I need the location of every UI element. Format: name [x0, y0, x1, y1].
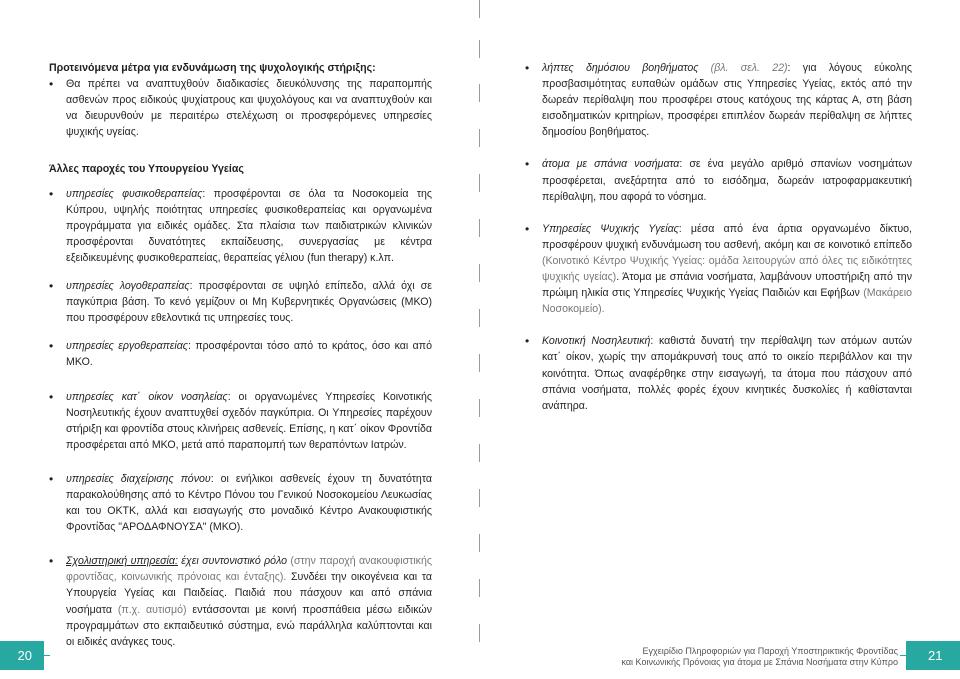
gutter-rule	[479, 534, 480, 552]
left-column	[49, 60, 432, 650]
bullet-note: (Μακάρειο Νοσοκομείο).	[542, 287, 912, 316]
list-item	[49, 278, 432, 326]
bullet-text: : οι οργανωμένες Υπηρεσίες Κοινοτικής Νοσηλευτικής έχουν αναπτυχθεί σχεδόν παγκύπρια. Οι Υπηρεσίες παρέχουν στήριξη και φροντίδα στους κλινήρεις ασθενείς. Επίσης, η κατ΄ οίκον Φροντίδα προσφέρεται από ΜΚΟ, μετά από παραπομπή των θεραπόντων Ιατρών.	[66, 390, 432, 451]
bullet-text: . Άτομα με σπάνια νοσήματα, λαμβάνουν υποστήριξη από την πρώιμη ηλικία στις Υπηρεσίες Ψυχικής Υγείας Παιδιών και Εφήβων	[542, 271, 912, 300]
bullet-text: : μέσα από ένα άρτια οργανωμένο δίκτυο, προσφέρουν ψυχική ενδυνάμωση του ασθενή, ακόμη και σε κοινοτικό επίπεδο	[542, 222, 912, 251]
gutter-rule	[479, 219, 480, 237]
bullet-text: : οι ενήλικοι ασθενείς έχουν τη δυνατότητα παρακολούθησης από το Κέντρο Πόνου του Γενικού Νοσοκομείου Λευκωσίας και του ΟΚΤΚ, αλλά και εισαγωγής στο μοναδικό Κέντρο Ανακουφιστικής Φροντίδας "ΑΡΟΔΑΦΝΟΥΣΑ" (ΜΚΟ).	[66, 472, 432, 534]
gutter-rule	[479, 354, 480, 372]
bullet-term: Σχολιστηρική υπηρεσία:	[66, 555, 178, 568]
bullet-text: έχει συντονιστικό ρόλο	[177, 555, 288, 568]
bullet-term: υπηρεσίες διαχείρισης πόνου	[66, 472, 211, 485]
list-item	[525, 60, 912, 140]
gutter-rule	[479, 129, 480, 147]
section-heading: Προτεινόμενα μέτρα για ενδυνάμωση της ψυχολογικής στήριξης:	[49, 62, 376, 74]
gutter-rule	[479, 174, 480, 192]
gutter-rule	[479, 84, 480, 102]
list-item	[49, 186, 432, 266]
list-item	[49, 338, 432, 370]
bullet-term: Υπηρεσίες Ψυχικής Υγείας	[542, 222, 679, 235]
page-number-left: 20	[0, 641, 44, 670]
bullet-text: Θα πρέπει να αναπτυχθούν διαδικασίες διευκόλυνσης της παραπομπής ασθενών προς ειδικούς ψυχίατρους και ψυχολόγους και να αναπτυχθούν και να διευρυνθούν με περαιτέρω στελέχωση οι προσφερόμενες υπηρεσίες ψυχικής υγείας.	[66, 78, 432, 139]
footer-title	[621, 646, 898, 668]
bullet-term: υπηρεσίες κατ΄ οίκον νοσηλείας	[66, 390, 228, 403]
gutter-rule	[479, 40, 480, 58]
footer-rule-left	[44, 655, 50, 656]
gutter-rule	[479, 444, 480, 462]
bullet-note: (π.χ. αυτισμό)	[117, 603, 187, 616]
bullet-list	[525, 60, 912, 414]
bullet-text: : σε ένα μεγάλο αριθμό σπανίων νοσημάτων προσφέρεται, ανεξάρτητα από το εισόδημα, δωρεάν ιατροφαρμακευτική περίθαλψη, που αφορά το νόσημα.	[542, 158, 913, 203]
footer-title-line: και Κοινωνικής Πρόνοιας για άτομα με Σπάνια Νοσήματα στην Κύπρο	[621, 657, 898, 667]
page-number-right: 21	[906, 641, 960, 670]
bullet-term: υπηρεσίες φυσικοθεραπείας	[66, 187, 203, 200]
bullet-text: : προσφέρονται τόσο από το κράτος, όσο και από ΜΚΟ.	[66, 340, 432, 369]
bullet-text: εντάσσονται με κοινή προσπάθεια μέσω ειδικών προγραμμάτων στο εκπαιδευτικό σύστημα, ενώ παράλληλα καλύπτονται και οι ειδικές ανάγκες τους.	[66, 603, 433, 648]
bullet-text: Συνδέει την οικογένεια και τα Υπουργεία Υγείας και Παιδείας. Παιδιά που πάσχουν και από σπάνια νοσήματα	[66, 571, 432, 616]
bullet-term: λήπτες δημόσιου βοηθήματος	[542, 62, 699, 74]
bullet-text: : προσφέρονται σε υψηλό επίπεδο, αλλά όχι σε παγκύπρια βάση. Το κενό γεμίζουν οι Μη Κυβερνητικές Οργανώσεις (ΜΚΟ) που προσφέρουν εθελοντικά τις υπηρεσίες τους.	[66, 280, 432, 325]
bullet-term: υπηρεσίες εργοθεραπείας	[66, 340, 188, 353]
gutter-rule	[479, 0, 480, 18]
list-item	[525, 333, 912, 413]
gutter-rule	[479, 309, 480, 327]
footer-title-line: Εγχειρίδιο Πληροφοριών για Παροχή Υποστηρικτικής Φροντίδας	[642, 646, 898, 656]
bullet-term: Κοινοτική Νοσηλευτική	[542, 335, 651, 348]
bullet-text: : για λόγους εύκολης προσβασιμότητας ευπαθών ομάδων στις Υπηρεσίες Υγείας, εκτός από την δωρεάν περίθαλψη που προσφέρει στους κατόχους της κάρτας Α, στη βάση εισοδηματικών κριτηρίων, προσφέρει επιπλέον δωρεάν περίθαλψη σε λήπτες δημοσίου βοηθήματος.	[542, 62, 912, 139]
gutter-rule	[479, 489, 480, 507]
bullet-list	[49, 186, 432, 650]
gutter-rule	[479, 264, 480, 282]
bullet-list	[49, 76, 432, 140]
gutter-rule	[479, 624, 480, 642]
bullet-note: (Κοινοτικό Κέντρο Ψυχικής Υγείας: ομάδα λειτουργών από όλες τις ειδικότητες ψυχικής υγείας)	[542, 254, 912, 284]
list-item	[49, 553, 432, 650]
list-item	[49, 471, 432, 535]
bullet-note: (στην παροχή ανακουφιστικής φροντίδας, κοινωνικής πρόνοιας και ένταξης).	[66, 555, 432, 584]
list-item	[525, 156, 912, 204]
bullet-reference: (βλ. σελ. 22)	[698, 62, 788, 74]
bullet-text: : προσφέρονται σε όλα τα Νοσοκομεία της Κύπρου, υψηλής ποιότητας υπηρεσίες φυσικοθεραπείας και οργανωμένα προγράμματα για ειδικές ομάδες. Στα πλαίσια των παιδιατρικών κλινικών προσφέρονται δυνατότητες εκπαίδευσης, συνεργασίας με κέντρα εξειδικευμένης φυσικοθεραπείας, θεραπείας γέλιου (fun therapy) κ.λπ.	[66, 187, 432, 264]
right-column	[525, 60, 912, 414]
gutter-rule	[479, 399, 480, 417]
bullet-term: υπηρεσίες λογοθεραπείας	[66, 280, 190, 293]
gutter-rule	[479, 579, 480, 597]
list-item	[525, 221, 912, 318]
list-item	[49, 389, 432, 453]
bullet-text: : καθιστά δυνατή την περίθαλψη των ατόμων αυτών κατ΄ οίκον, χωρίς την απομάκρυνσή τους από το οικείο περιβάλλον και την κοινότητα. Όπως αναφέρθηκε στην εισαγωγή, τα άτομα που πάσχουν από σπάνια νοσήματα, πολλές φορές έχουν κινητικές δυσκολίες ή καθίστανται ανάπηρα.	[542, 335, 912, 412]
list-item	[49, 76, 432, 140]
subheading: Άλλες παροχές του Υπουργείου Υγείας	[49, 163, 244, 176]
bullet-term: άτομα με σπάνια νοσήματα	[542, 158, 680, 171]
